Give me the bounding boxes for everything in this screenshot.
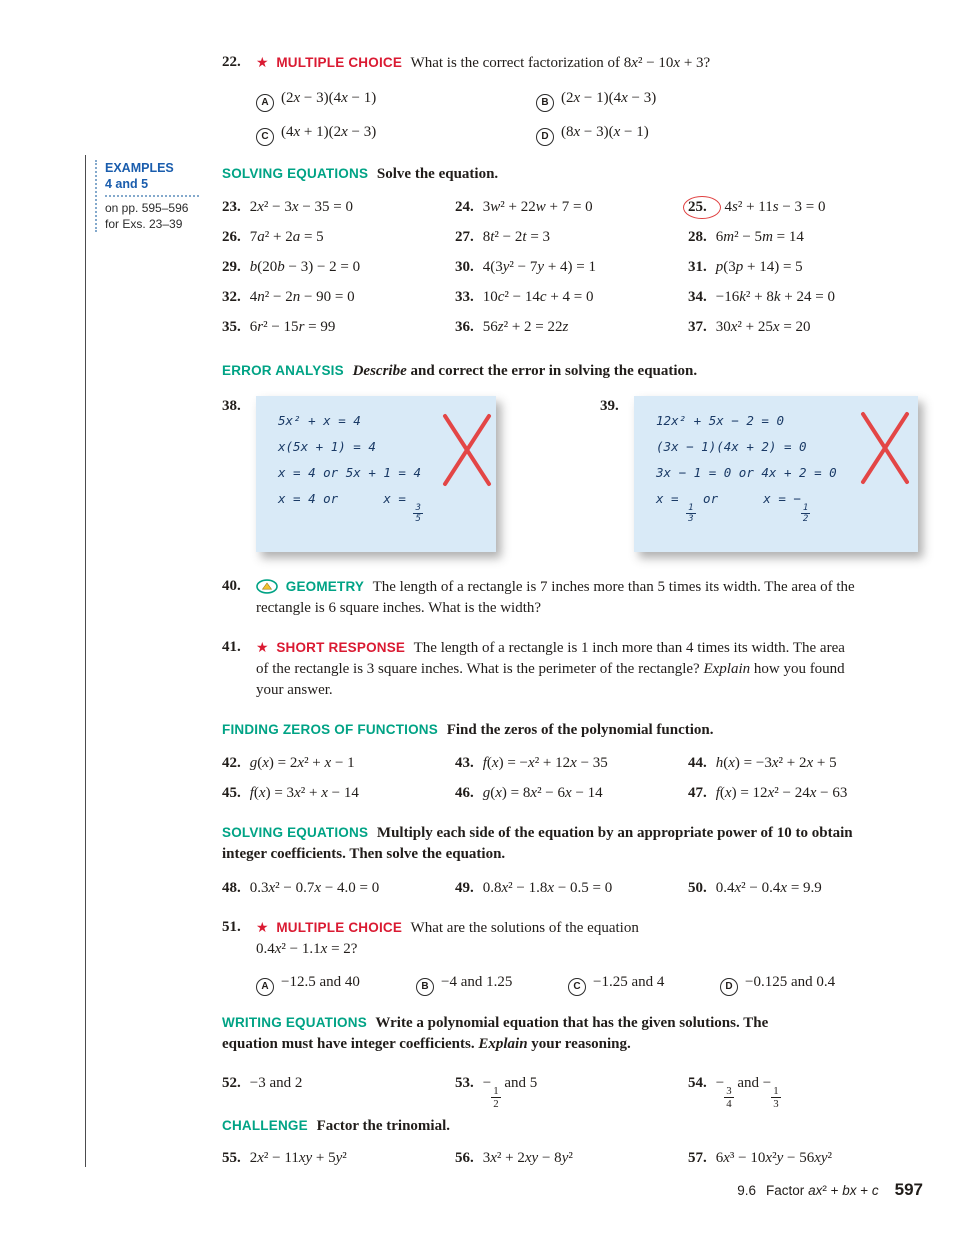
exercise-33 (455, 282, 688, 312)
exercise-grid-23-37 (222, 192, 928, 342)
short-response-label: SHORT RESPONSE (276, 640, 406, 655)
exercise-number: 29. (222, 259, 241, 275)
choice-c (568, 971, 720, 996)
section-error-analysis (222, 360, 702, 382)
exercise-number: 55. (222, 1150, 241, 1166)
problem-number: 51. (222, 919, 241, 935)
exercise-25 (688, 192, 928, 222)
exercise-number: 31. (688, 259, 707, 275)
exercise-expression: 30x² + 25x = 20 (715, 319, 811, 335)
section-finding-zeros (222, 719, 928, 741)
exercise-49 (455, 873, 688, 903)
choice-d (536, 121, 928, 146)
exercise-expression: − $\frac{3}{4}$ and − $\frac{1}{3}$ (715, 1075, 779, 1110)
section-label: WRITING EQUATIONS (222, 1015, 367, 1030)
exercise-43 (455, 748, 688, 778)
exercise-number: 52. (222, 1075, 241, 1091)
section-instruction: Factor the trinomial. (316, 1118, 451, 1134)
problem-40 (222, 576, 906, 619)
geometry-label: GEOMETRY (285, 579, 365, 594)
choice-text: −4 and 1.25 (441, 974, 513, 990)
choice-text: (8x − 3)(x − 1) (561, 124, 649, 140)
work-line: 3x − 1 = 0 or 4x + 2 = 0 (656, 465, 837, 480)
section-solving-equations-1 (222, 163, 928, 185)
exercise-46 (455, 778, 688, 808)
exercise-expression: − $\frac{1}{2}$ and 5 (482, 1075, 538, 1110)
exercise-number: 45. (222, 785, 241, 801)
exercise-expression: 10c² − 14c + 4 = 0 (482, 289, 594, 305)
exercise-grid-42-47 (222, 748, 928, 808)
problem-text: The length of a rectangle is 7 inches more than 5 times its width. The area of the rectangle is 6 square inches. What is the width? (256, 579, 855, 616)
margin-rule (85, 155, 86, 1167)
footer-section-number: 9.6 (737, 1183, 757, 1198)
section-label: CHALLENGE (222, 1118, 308, 1133)
choice-d (720, 971, 835, 996)
exercise-expression: f(x) = 12x² − 24x − 63 (715, 785, 848, 801)
exercise-number: 26. (222, 229, 241, 245)
exercise-column (222, 52, 928, 1173)
exercise-expression: 4n² − 2n − 90 = 0 (249, 289, 355, 305)
exercise-56 (455, 1143, 688, 1173)
work-line: 12x² + 5x − 2 = 0 (656, 413, 784, 428)
geometry-icon (256, 579, 278, 594)
choice-letter-icon: D (536, 128, 554, 146)
dotted-divider (105, 195, 199, 197)
problem-number: 41. (222, 639, 241, 655)
problem-41 (222, 637, 860, 701)
choice-letter-icon: A (256, 94, 274, 112)
choice-b (416, 971, 568, 996)
exercise-54 (688, 1063, 928, 1110)
problem-text: how you found your answer. (256, 661, 845, 698)
choice-letter-icon: C (568, 978, 586, 996)
exercise-number: 47. (688, 785, 707, 801)
exercise-57 (688, 1143, 928, 1173)
work-line: x = $\frac{1}{3}$ or x = − $\frac{1}{2}$ (656, 491, 809, 524)
exercise-number: 24. (455, 199, 474, 215)
section-instruction: Solve the equation. (376, 166, 499, 182)
exercise-number: 54. (688, 1075, 707, 1091)
exercise-52 (222, 1063, 455, 1103)
exercise-number: 53. (455, 1075, 474, 1091)
exercise-number: 32. (222, 289, 241, 305)
exercise-37 (688, 312, 928, 342)
exercise-48 (222, 873, 455, 903)
red-circle-annotation (683, 196, 721, 219)
error-x-icon (858, 408, 912, 488)
error-card-39 (634, 396, 918, 552)
exercise-number: 56. (455, 1150, 474, 1166)
exercise-44 (688, 748, 928, 778)
section-instruction-em: Describe (352, 363, 407, 379)
problem-number-39: 39. (600, 398, 619, 414)
exercise-27 (455, 222, 688, 252)
examples-label: EXAMPLES (105, 161, 174, 175)
work-line: x = 4 or x = $\frac{3}{5}$ (278, 491, 421, 524)
problem-51 (222, 917, 876, 960)
work-line: x(5x + 1) = 4 (278, 439, 376, 454)
page-number: 597 (894, 1180, 923, 1199)
examples-margin-note (95, 160, 225, 232)
problem-text: The length of a rectangle is 1 inch more than 4 times its width. The area of the rectangle is 3 square inches. What is the perimeter of the rectangle? (256, 640, 845, 677)
section-label: ERROR ANALYSIS (222, 363, 344, 378)
section-instruction: and correct the error in solving the equation. (410, 363, 698, 379)
problem-text: What is the correct factorization of (410, 55, 621, 71)
exercise-number: 48. (222, 880, 241, 896)
section-label: FINDING ZEROS OF FUNCTIONS (222, 722, 438, 737)
exercise-number: 25. (688, 199, 707, 215)
exercise-expression: g(x) = 2x² + x − 1 (249, 755, 355, 771)
exercise-expression: f(x) = 3x² + x − 14 (249, 785, 359, 801)
exercise-expression: b(20b − 3) − 2 = 0 (249, 259, 361, 275)
problem-number: 22. (222, 54, 241, 70)
exercise-number: 34. (688, 289, 707, 305)
exercise-42 (222, 748, 455, 778)
exercise-number: 37. (688, 319, 707, 335)
problem-22 (222, 52, 928, 74)
problem-number-38: 38. (222, 398, 241, 414)
choice-text: −1.25 and 4 (593, 974, 665, 990)
error-analysis-cards (222, 396, 928, 552)
problem-math: 8x² − 10x + 3? (623, 55, 711, 71)
exercise-34 (688, 282, 928, 312)
exercise-expression: 2x² − 11xy + 5y² (249, 1150, 347, 1166)
section-instruction: Write a polynomial equation that has the given solutions. The equation must have integer coefficients. (222, 1015, 769, 1052)
choice-letter-icon: C (256, 128, 274, 146)
section-writing-equations (222, 1012, 814, 1055)
choice-letter-icon: B (536, 94, 554, 112)
exercise-expression: 4s² + 11s − 3 = 0 (724, 199, 826, 215)
work-line: (3x − 1)(4x + 2) = 0 (656, 439, 807, 454)
problem-number: 40. (222, 578, 241, 594)
section-label: SOLVING EQUATIONS (222, 166, 369, 181)
problem-text: What are the solutions of the equation (410, 920, 639, 936)
choice-text: (2x − 3)(4x − 1) (281, 90, 377, 106)
exercise-number: 44. (688, 755, 707, 771)
section-instruction: Multiply each side of the equation by an appropriate power of 10 to obtain integer coefficients. Then solve the equation. (222, 825, 853, 862)
section-instruction: Find the zeros of the polynomial function. (446, 722, 714, 738)
exercise-expression: f(x) = −x² + 12x − 35 (482, 755, 608, 771)
multiple-choice-label: MULTIPLE CHOICE (276, 920, 403, 935)
exercise-50 (688, 873, 928, 903)
choice-letter-icon: B (416, 978, 434, 996)
exercise-expression: 6x³ − 10x²y − 56xy² (715, 1150, 833, 1166)
exercise-expression: 2x² − 3x − 35 = 0 (249, 199, 353, 215)
examples-pages: on pp. 595–596 (105, 201, 189, 215)
exercise-31 (688, 252, 928, 282)
choices-22 (256, 87, 928, 146)
exercise-number: 43. (455, 755, 474, 771)
problem-math: 0.4x² − 1.1x = 2? (256, 941, 358, 957)
work-line: x = 4 or 5x + 1 = 4 (278, 465, 422, 480)
exercise-expression: 8t² − 2t = 3 (482, 229, 551, 245)
exercise-expression: 6r² − 15r = 99 (249, 319, 336, 335)
error-x-icon (440, 410, 494, 490)
section-challenge (222, 1115, 928, 1137)
exercise-23 (222, 192, 455, 222)
section-label: SOLVING EQUATIONS (222, 825, 369, 840)
exercise-number: 28. (688, 229, 707, 245)
exercise-expression: 3w² + 22w + 7 = 0 (482, 199, 593, 215)
exercise-expression: g(x) = 8x² − 6x − 14 (482, 785, 603, 801)
exercise-expression: 56z² + 2 = 22z (482, 319, 569, 335)
exercise-expression: 4(3y² − 7y + 4) = 1 (482, 259, 596, 275)
exercise-expression: 6m² − 5m = 14 (715, 229, 804, 245)
section-instruction-em: Explain (478, 1036, 528, 1052)
star-icon: ★ (256, 641, 269, 656)
exercise-expression: −16k² + 8k + 24 = 0 (715, 289, 835, 305)
choices-51 (256, 971, 928, 996)
exercise-36 (455, 312, 688, 342)
choice-text: (4x + 1)(2x − 3) (281, 124, 377, 140)
choice-text: −12.5 and 40 (281, 974, 360, 990)
exercise-32 (222, 282, 455, 312)
exercise-53 (455, 1063, 688, 1110)
choice-a (256, 971, 416, 996)
footer-section-title: Factor ax² + bx + c (766, 1183, 879, 1198)
exercise-55 (222, 1143, 455, 1173)
exercise-grid-48-50 (222, 873, 928, 903)
exercise-number: 33. (455, 289, 474, 305)
error-card-38 (256, 396, 496, 552)
exercise-expression: 7a² + 2a = 5 (249, 229, 324, 245)
exercise-expression: h(x) = −3x² + 2x + 5 (715, 755, 837, 771)
choice-text: −0.125 and 0.4 (745, 974, 836, 990)
exercise-number: 35. (222, 319, 241, 335)
exercise-grid-52-54 (222, 1063, 928, 1110)
choice-c (256, 121, 536, 146)
exercise-expression: p(3p + 14) = 5 (715, 259, 803, 275)
exercise-grid-55-57 (222, 1143, 928, 1173)
exercise-expression: 3x² + 2xy − 8y² (482, 1150, 573, 1166)
exercise-number: 46. (455, 785, 474, 801)
exercise-24 (455, 192, 688, 222)
examples-range: 4 and 5 (105, 177, 149, 191)
work-line: 5x² + x = 4 (278, 413, 361, 428)
exercise-26 (222, 222, 455, 252)
exercise-number: 50. (688, 880, 707, 896)
exercise-number: 57. (688, 1150, 707, 1166)
star-icon: ★ (256, 56, 269, 71)
star-icon: ★ (256, 921, 269, 936)
problem-text-em: Explain (703, 661, 751, 677)
choice-letter-icon: A (256, 978, 274, 996)
exercise-45 (222, 778, 455, 808)
exercise-number: 42. (222, 755, 241, 771)
section-instruction: your reasoning. (527, 1036, 631, 1052)
choice-text: (2x − 1)(4x − 3) (561, 90, 657, 106)
exercise-47 (688, 778, 928, 808)
exercise-number: 27. (455, 229, 474, 245)
page-footer (737, 1180, 923, 1200)
exercise-expression: 0.3x² − 0.7x − 4.0 = 0 (249, 880, 380, 896)
examples-exercises: for Exs. 23–39 (105, 217, 183, 231)
exercise-expression: 0.8x² − 1.8x − 0.5 = 0 (482, 880, 613, 896)
exercise-number: 49. (455, 880, 474, 896)
multiple-choice-label: MULTIPLE CHOICE (276, 55, 403, 70)
exercise-expression: −3 and 2 (249, 1075, 303, 1091)
exercise-expression: 0.4x² − 0.4x = 9.9 (715, 880, 822, 896)
exercise-28 (688, 222, 928, 252)
exercise-number: 36. (455, 319, 474, 335)
section-solving-equations-2 (222, 822, 898, 865)
exercise-number: 30. (455, 259, 474, 275)
choice-letter-icon: D (720, 978, 738, 996)
choice-b (536, 87, 928, 112)
exercise-35 (222, 312, 455, 342)
exercise-29 (222, 252, 455, 282)
exercise-number: 23. (222, 199, 241, 215)
exercise-30 (455, 252, 688, 282)
choice-a (256, 87, 536, 112)
